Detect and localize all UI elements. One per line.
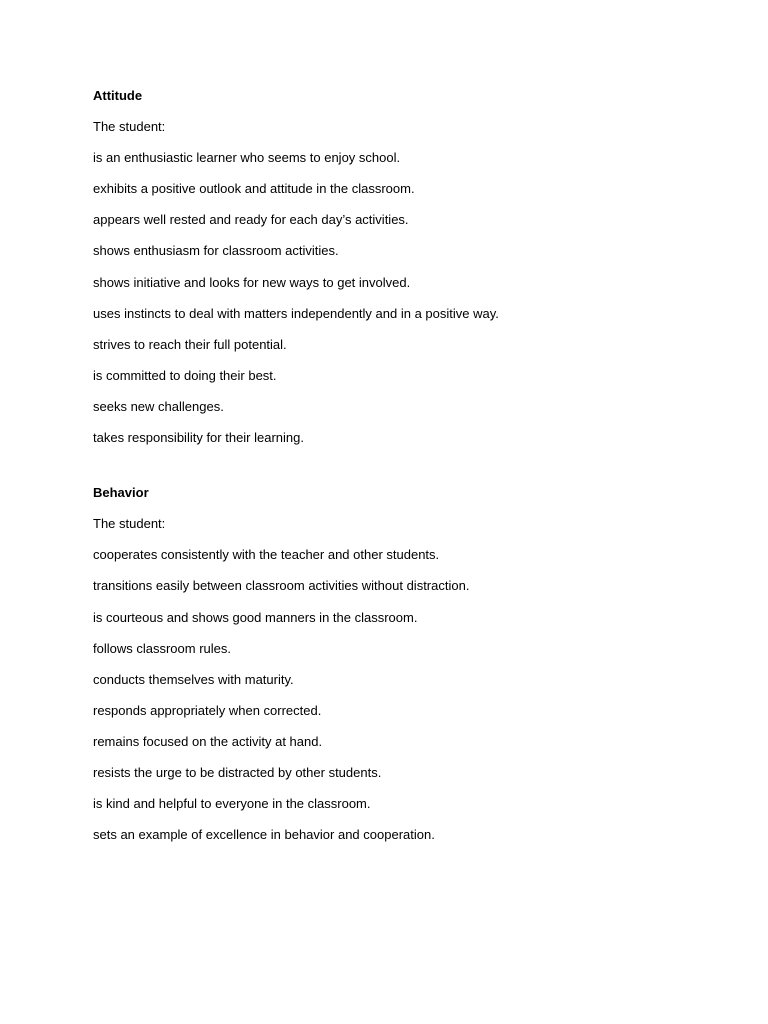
list-item: conducts themselves with maturity. [93,671,294,687]
section-attitude [93,86,713,447]
list-item: seeks new challenges. [93,398,224,414]
list-item: uses instincts to deal with matters independently and in a positive way. [93,305,499,321]
section-intro: The student: [93,119,166,135]
list-item: responds appropriately when corrected. [93,702,322,718]
list-item: follows classroom rules. [93,640,231,656]
list-item: takes responsibility for their learning. [93,430,304,446]
document-body [93,86,713,856]
list-item: resists the urge to be distracted by other students. [93,764,382,780]
list-item: remains focused on the activity at hand. [93,733,323,749]
list-item: strives to reach their full potential. [93,336,287,352]
list-item: cooperates consistently with the teacher and other students. [93,547,440,563]
list-item: is courteous and shows good manners in the classroom. [93,609,418,625]
list-item: sets an example of excellence in behavior and cooperation. [93,827,435,843]
list-item: exhibits a positive outlook and attitude in the classroom. [93,181,415,197]
list-item: transitions easily between classroom activities without distraction. [93,578,470,594]
list-item: is committed to doing their best. [93,367,277,383]
section-heading: Behavior [93,485,149,501]
section-spacer [93,459,713,483]
list-item: shows enthusiasm for classroom activities. [93,243,339,259]
list-item: is an enthusiastic learner who seems to enjoy school. [93,150,401,166]
list-item: appears well rested and ready for each day’s activities. [93,212,409,228]
list-item: shows initiative and looks for new ways to get involved. [93,274,411,290]
section-behavior [93,483,713,844]
section-intro: The student: [93,516,166,532]
section-heading: Attitude [93,88,143,103]
list-item: is kind and helpful to everyone in the classroom. [93,796,371,812]
